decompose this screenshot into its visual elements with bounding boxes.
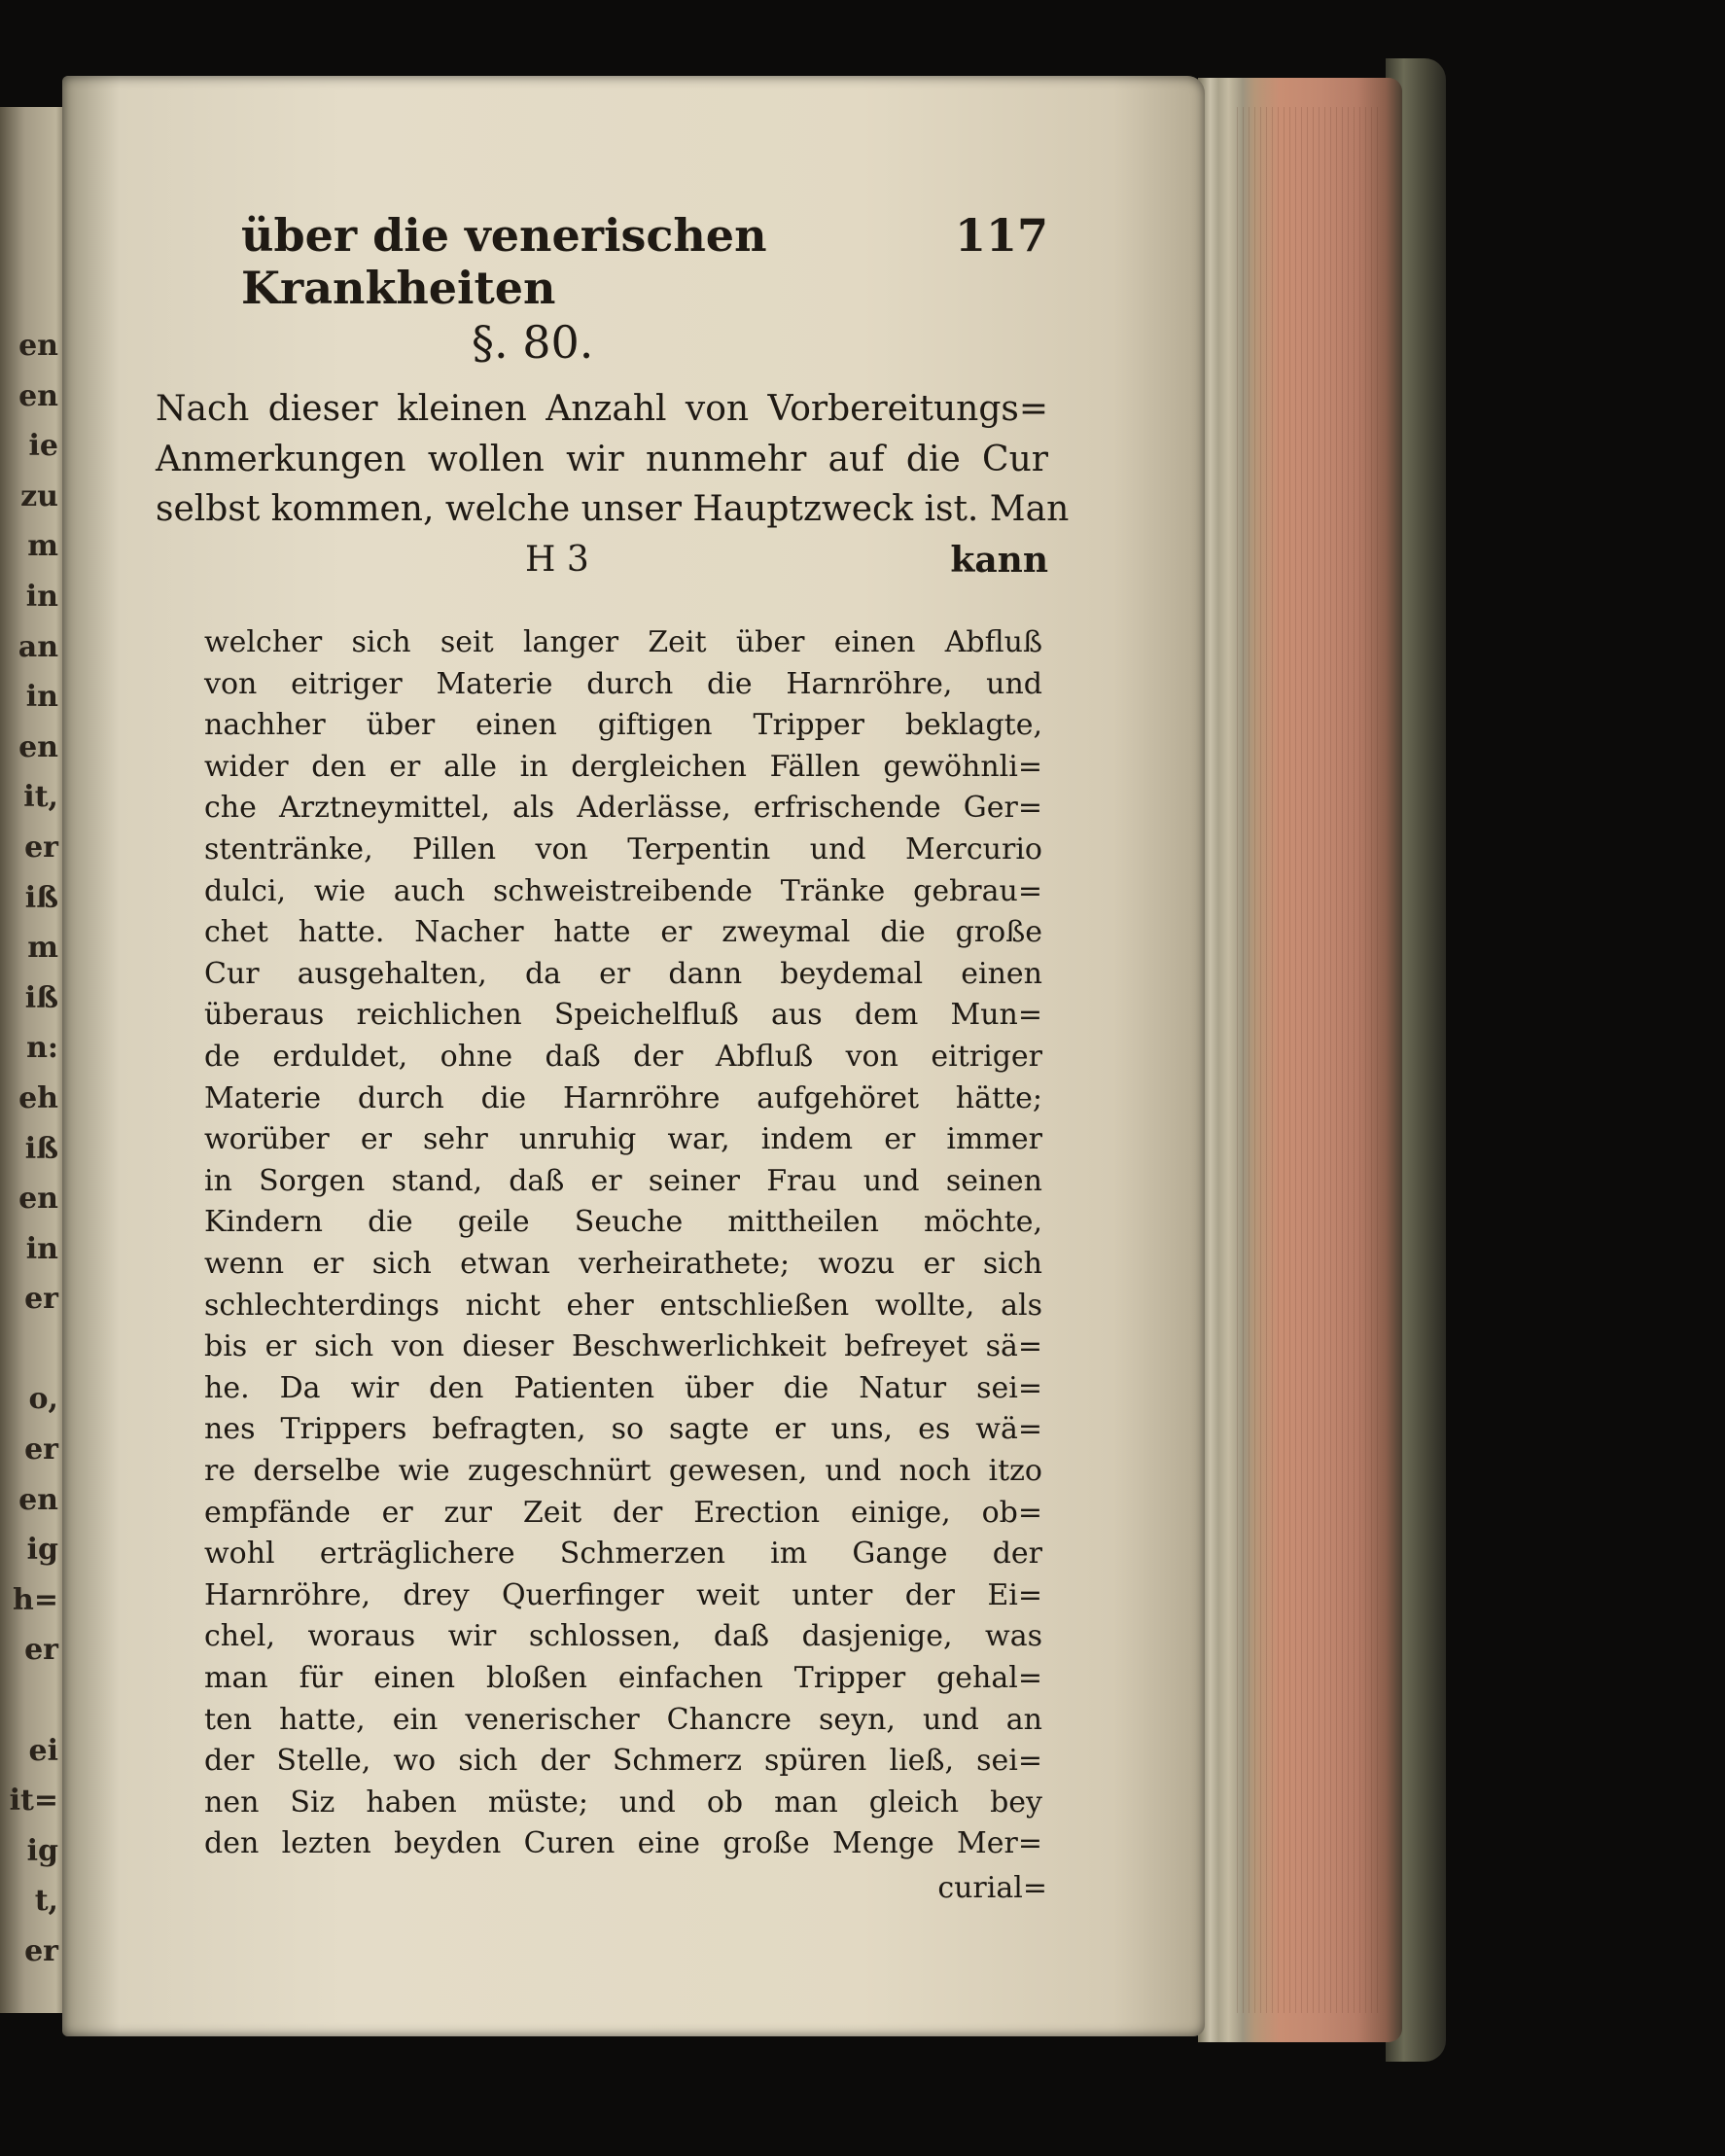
text-line: nes Trippers befragten, so sagte er uns, es wä= bbox=[204, 1412, 1042, 1447]
text-line: den lezten beyden Curen eine große Menge Mer= bbox=[204, 1826, 1042, 1861]
running-title: über die venerischen Krankheiten bbox=[241, 209, 767, 314]
text-line: che Arztneymittel, als Aderlässe, erfrischende Ger= bbox=[204, 791, 1042, 826]
text-line: bis er sich von dieser Beschwerlichkeit befreyet sä= bbox=[204, 1329, 1042, 1364]
text-line: Materie durch die Harnröhre aufgehöret hätte; bbox=[204, 1080, 1042, 1115]
text-line: man für einen bloßen einfachen Tripper gehal= bbox=[204, 1661, 1042, 1695]
text-line: welcher sich seit langer Zeit über einen Abfluß bbox=[204, 625, 1042, 659]
left-page-fragments: en en ie zu m in an in en it, er iß m iß n: eh iß en in er o, er en ig h= er ei it= ig t, er bbox=[9, 329, 58, 1968]
text-line: der Stelle, wo sich der Schmerz spüren ließ, sei= bbox=[204, 1744, 1042, 1779]
text-line: von eitriger Materie durch die Harnröhre, und bbox=[204, 666, 1042, 701]
text-line: überaus reichlichen Speichelfluß aus dem Mun= bbox=[204, 998, 1042, 1033]
text-line: wenn er sich etwan verheirathete; wozu er sich bbox=[204, 1247, 1042, 1281]
text-line: stentränke, Pillen von Terpentin und Mercurio bbox=[204, 832, 1042, 866]
text-line: Anmerkungen wollen wir nunmehr auf die Cur bbox=[156, 440, 1048, 479]
text-line: chel, woraus wir schlossen, daß dasjenige, was bbox=[204, 1619, 1042, 1654]
signature-mark: H 3 bbox=[525, 540, 589, 580]
signature-row bbox=[156, 540, 1048, 588]
text-line: chet hatte. Nacher hatte er zweymal die große bbox=[204, 915, 1042, 950]
text-line: wohl erträglichere Schmerzen im Gange der bbox=[204, 1537, 1042, 1572]
page-number: 117 bbox=[954, 209, 1048, 262]
text-line: he. Da wir den Patienten über die Natur sei= bbox=[204, 1370, 1042, 1405]
text-line: Nach dieser kleinen Anzahl von Vorbereitungs= bbox=[156, 389, 1048, 429]
text-line: ten hatte, ein venerischer Chancre seyn, und an bbox=[204, 1702, 1042, 1737]
text-line: Harnröhre, drey Querfinger weit unter der Ei= bbox=[204, 1577, 1042, 1612]
page-stack-lines bbox=[1237, 107, 1383, 2013]
text-line: in Sorgen stand, daß er seiner Frau und seinen bbox=[204, 1163, 1042, 1198]
text-line: Kindern die geile Seuche mittheilen möchte, bbox=[204, 1205, 1042, 1240]
running-header bbox=[241, 209, 1048, 314]
text-line: re derselbe wie zugeschnürt gewesen, und noch itzo bbox=[204, 1454, 1042, 1488]
text-line: selbst kommen, welche unser Hauptzweck ist. Man bbox=[156, 489, 1070, 529]
text-line: wider den er alle in dergleichen Fällen gewöhnli= bbox=[204, 749, 1042, 784]
catchword: kann bbox=[950, 540, 1048, 581]
text-line: dulci, wie auch schweistreibende Tränke gebrau= bbox=[204, 873, 1042, 908]
text-line: Cur ausgehalten, da er dann beydemal einen bbox=[204, 956, 1042, 991]
text-line: empfände er zur Zeit der Erection einige, ob= bbox=[204, 1495, 1042, 1530]
text-line: schlechterdings nicht eher entschließen wollte, als bbox=[204, 1288, 1042, 1323]
text-line: nachher über einen giftigen Tripper beklagte, bbox=[204, 708, 1042, 743]
text-line: de erduldet, ohne daß der Abfluß von eitriger bbox=[204, 1040, 1042, 1074]
text-line: worüber er sehr unruhig war, indem er immer bbox=[204, 1122, 1042, 1157]
text-line: nen Siz haben müste; und ob man gleich bey bbox=[204, 1785, 1042, 1820]
last-line-catchword: curial= bbox=[937, 1871, 1047, 1905]
section-heading: §. 80. bbox=[472, 316, 594, 369]
